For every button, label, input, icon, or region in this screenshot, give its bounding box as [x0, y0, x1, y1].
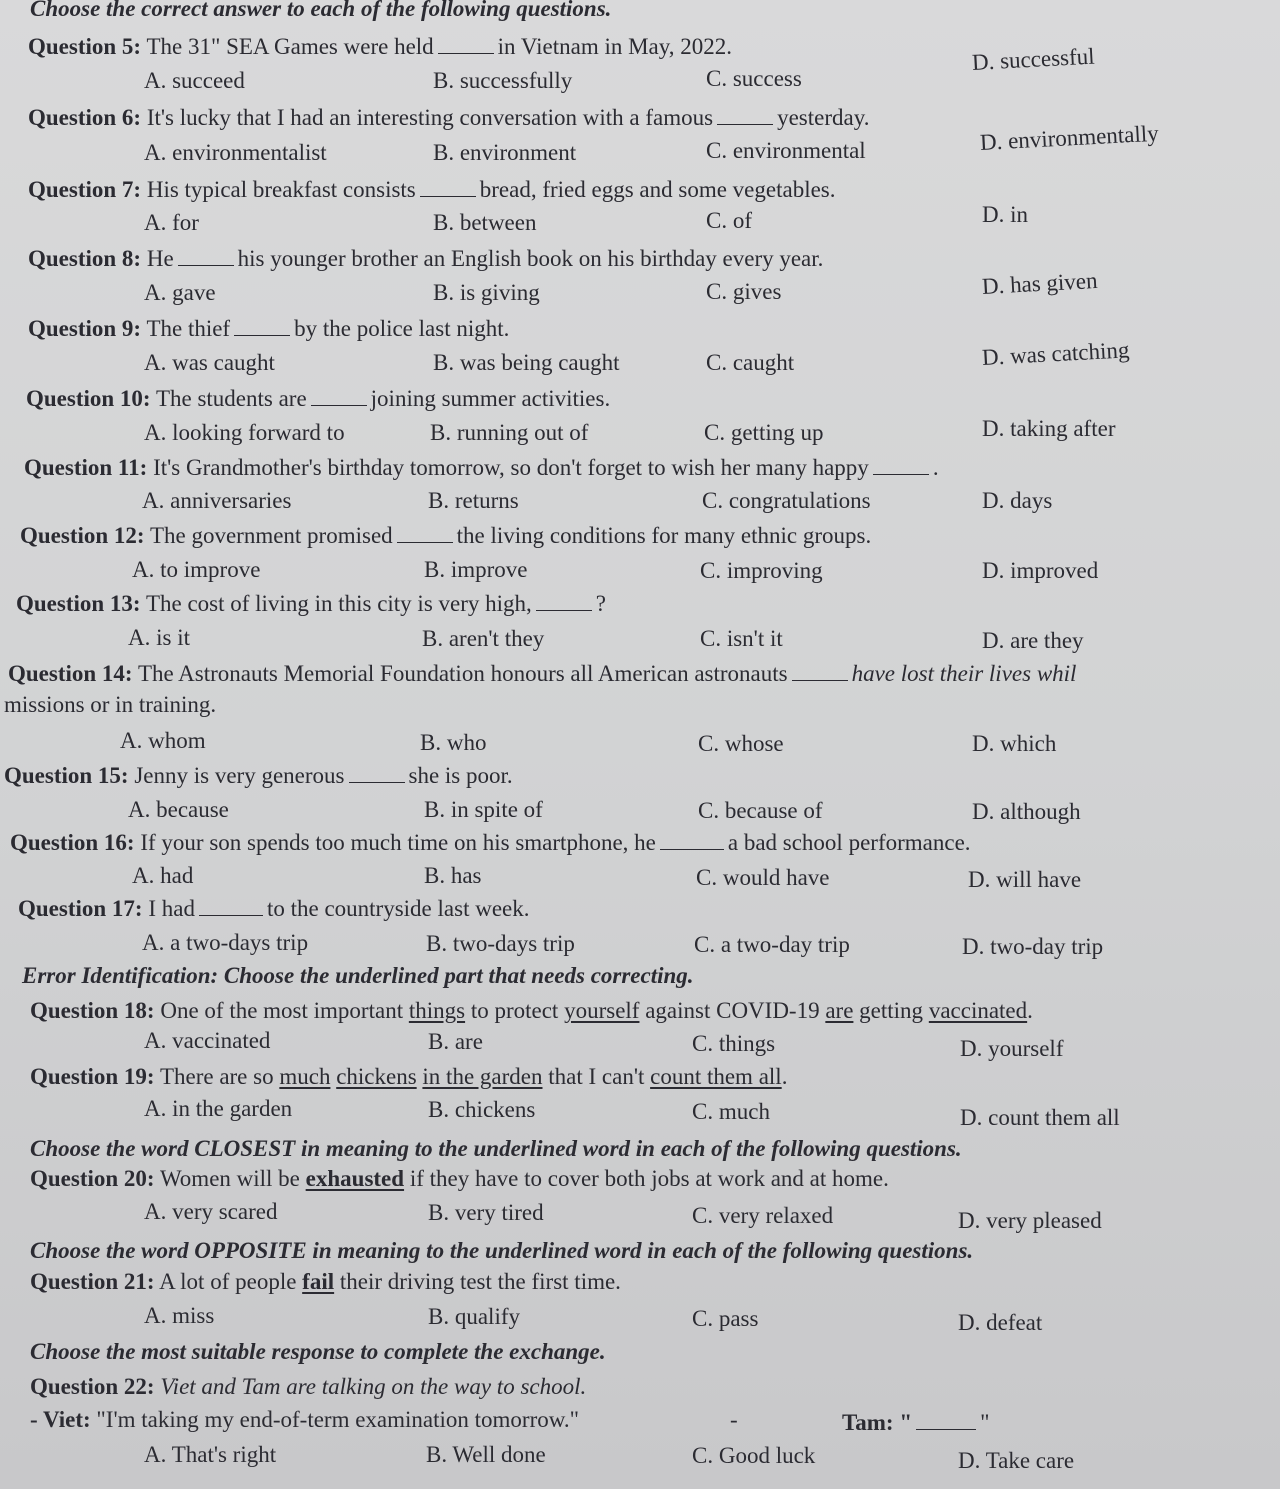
question-text: ? — [595, 591, 607, 616]
question-8 — [28, 244, 823, 274]
option-d[interactable]: D. Take care — [958, 1448, 1075, 1473]
question-text: a bad school performance. — [727, 830, 971, 855]
answer-blank[interactable] — [199, 897, 263, 916]
option-c[interactable]: C. whose — [698, 731, 784, 756]
question-number: Question 20: — [30, 1166, 155, 1191]
option-c[interactable]: C. things — [692, 1031, 776, 1056]
option-a[interactable]: A. was caught — [144, 350, 275, 375]
option-c[interactable]: C. much — [692, 1099, 770, 1124]
underlined-word: fail — [302, 1269, 335, 1294]
option-c[interactable]: C. Good luck — [692, 1443, 816, 1468]
question-text: to the countryside last week. — [266, 896, 530, 921]
option-b[interactable]: B. returns — [428, 488, 519, 513]
option-c[interactable]: C. caught — [706, 350, 795, 375]
question-number: Question 17: — [18, 896, 143, 921]
option-a[interactable]: A. for — [144, 210, 199, 235]
option-b[interactable]: B. is giving — [433, 280, 540, 305]
option-c[interactable]: C. very relaxed — [692, 1203, 834, 1228]
question-18 — [30, 996, 1033, 1026]
option-c[interactable]: C. of — [706, 208, 752, 233]
tam-line — [842, 1408, 989, 1438]
option-c[interactable]: C. isn't it — [700, 626, 783, 651]
question-text: The 31" SEA Games were held — [146, 34, 434, 59]
option-a[interactable]: A. miss — [144, 1303, 215, 1328]
question-text: getting — [859, 998, 924, 1023]
underlined-part[interactable]: are — [825, 998, 854, 1023]
question-19 — [30, 1062, 787, 1092]
option-d[interactable]: D. environmentally — [979, 120, 1160, 155]
answer-blank[interactable] — [873, 456, 929, 475]
question-text: . — [781, 1064, 788, 1089]
dialogue-line — [30, 1405, 579, 1435]
question-text: yesterday. — [777, 105, 870, 130]
quote-mark: " — [899, 1410, 913, 1435]
question-number: Question 11: — [24, 455, 148, 480]
speaker-text: "I'm taking my end-of-term examination tomorrow." — [96, 1407, 580, 1432]
question-20 — [30, 1164, 889, 1194]
option-a[interactable]: A. whom — [120, 728, 206, 753]
option-c[interactable]: C. because of — [698, 798, 823, 823]
underlined-part[interactable]: yourself — [564, 998, 640, 1023]
underlined-part[interactable]: much — [279, 1064, 331, 1089]
option-b[interactable]: B. qualify — [428, 1304, 520, 1329]
option-d[interactable]: D. in — [982, 202, 1028, 227]
question-text: The thief — [146, 316, 231, 341]
question-text: Viet and Tam are talking on the way to school. — [160, 1374, 587, 1399]
question-number: Question 6: — [28, 105, 142, 130]
question-11 — [24, 453, 939, 483]
question-text: The cost of living in this city is very high, — [145, 591, 532, 616]
underlined-part[interactable]: in the garden — [422, 1064, 543, 1089]
option-c[interactable]: C. would have — [696, 865, 830, 890]
answer-blank[interactable] — [438, 35, 494, 54]
option-b[interactable]: B. environment — [433, 140, 577, 165]
question-14 — [8, 659, 1076, 689]
question-number: Question 22: — [30, 1374, 155, 1399]
question-number: Question 16: — [10, 830, 135, 855]
option-c[interactable]: C. improving — [700, 558, 823, 583]
question-text: The Astronauts Memorial Foundation honours all American astronauts — [137, 661, 788, 686]
option-d[interactable]: D. very pleased — [958, 1208, 1102, 1233]
option-d[interactable]: D. was catching — [981, 337, 1130, 370]
question-text: bread, fried eggs and some vegetables. — [479, 177, 836, 202]
speaker-label: Tam: — [842, 1410, 894, 1435]
underlined-word: exhausted — [305, 1166, 405, 1191]
option-c[interactable]: C. pass — [692, 1306, 759, 1331]
option-d[interactable]: D. although — [972, 799, 1081, 824]
option-d[interactable]: D. successful — [971, 43, 1096, 75]
question-text: His typical breakfast consists — [146, 177, 416, 202]
option-d[interactable]: D. defeat — [958, 1310, 1043, 1335]
underlined-part[interactable]: count them all — [650, 1064, 782, 1089]
option-a[interactable]: A. succeed — [144, 68, 245, 93]
question-text: I had — [148, 896, 195, 921]
dash: - — [730, 1407, 738, 1432]
option-a[interactable]: A. a two-days trip — [142, 930, 309, 955]
question-text: It's Grandmother's birthday tomorrow, so don't forget to wish her many happy — [153, 455, 869, 480]
question-number: Question 14: — [8, 661, 133, 686]
option-a[interactable]: A. anniversaries — [142, 488, 292, 513]
answer-blank[interactable] — [717, 106, 773, 125]
question-14-continued: missions or in training. — [4, 692, 217, 717]
section-heading-opposite: Choose the word OPPOSITE in meaning to the underlined word in each of the following questions. — [30, 1238, 974, 1263]
option-a[interactable]: A. in the garden — [144, 1096, 293, 1121]
question-15 — [4, 761, 513, 791]
question-12 — [20, 521, 871, 551]
option-a[interactable]: A. is it — [128, 625, 190, 650]
speaker-label: - Viet: — [30, 1407, 91, 1432]
option-a[interactable]: A. That's right — [144, 1442, 277, 1467]
option-c[interactable]: C. gives — [706, 279, 782, 304]
option-a[interactable]: A. vaccinated — [144, 1028, 271, 1053]
question-text: their driving test the first time. — [339, 1269, 621, 1294]
option-a[interactable]: A. gave — [144, 280, 216, 305]
question-number: Question 7: — [28, 177, 142, 202]
option-a[interactable]: A. because — [128, 797, 229, 822]
option-a[interactable]: A. had — [132, 863, 194, 888]
quote-mark: " — [980, 1410, 990, 1435]
question-number: Question 21: — [30, 1269, 155, 1294]
question-text: his younger brother an English book on his birthday every year. — [237, 246, 824, 271]
option-b[interactable]: B. successfully — [433, 68, 573, 93]
option-d[interactable]: D. count them all — [960, 1105, 1120, 1130]
question-9 — [28, 314, 509, 344]
question-number: Question 12: — [20, 523, 145, 548]
question-text: have lost their lives whil — [851, 661, 1077, 686]
question-text: against COVID-19 — [645, 998, 820, 1023]
question-text: that I can't — [548, 1064, 645, 1089]
option-b[interactable]: B. aren't they — [422, 626, 545, 651]
option-b[interactable]: B. very tired — [428, 1200, 544, 1225]
option-b[interactable]: B. was being caught — [433, 350, 620, 375]
option-d[interactable]: D. days — [982, 488, 1053, 513]
question-number: Question 19: — [30, 1064, 155, 1089]
question-text: . — [932, 455, 939, 480]
option-d[interactable]: D. has given — [981, 267, 1099, 299]
question-text: by the police last night. — [294, 316, 510, 341]
question-text: in Vietnam in May, 2022. — [497, 34, 733, 59]
section-heading-response: Choose the most suitable response to complete the exchange. — [30, 1339, 606, 1364]
answer-blank[interactable] — [420, 178, 476, 197]
option-b[interactable]: B. chickens — [428, 1097, 536, 1122]
question-text: The students are — [155, 386, 307, 411]
question-text: The government promised — [149, 523, 393, 548]
option-d[interactable]: D. two-day trip — [962, 934, 1104, 959]
question-text: A lot of people — [159, 1269, 297, 1294]
question-17 — [18, 894, 529, 924]
option-a[interactable]: A. environmentalist — [144, 140, 327, 165]
option-d[interactable]: D. taking after — [982, 416, 1116, 441]
option-c[interactable]: C. getting up — [704, 420, 824, 445]
answer-blank[interactable] — [311, 387, 367, 406]
question-text: . — [1027, 998, 1033, 1023]
question-22 — [30, 1372, 586, 1402]
question-number: Question 5: — [28, 34, 142, 59]
option-c[interactable]: C. congratulations — [702, 488, 871, 513]
option-b[interactable]: B. between — [433, 210, 537, 235]
question-text: Women will be — [159, 1166, 300, 1191]
option-c[interactable]: C. environmental — [706, 138, 866, 163]
option-a[interactable]: A. very scared — [144, 1199, 278, 1224]
option-c[interactable]: C. success — [706, 66, 802, 91]
question-number: Question 9: — [28, 316, 142, 341]
question-text: There are so — [159, 1064, 274, 1089]
question-number: Question 15: — [4, 763, 129, 788]
section-heading-closest: Choose the word CLOSEST in meaning to the underlined word in each of the following questions. — [30, 1136, 962, 1161]
answer-blank[interactable] — [178, 247, 234, 266]
question-text: Jenny is very generous — [134, 763, 345, 788]
question-6 — [28, 103, 869, 133]
option-a[interactable]: A. to improve — [132, 557, 261, 582]
answer-blank[interactable] — [916, 1411, 976, 1430]
question-7 — [28, 175, 836, 205]
underlined-part[interactable]: vaccinated — [928, 998, 1028, 1023]
underlined-part[interactable]: things — [408, 998, 466, 1023]
section-heading-error: Error Identification: Choose the underlined part that needs correcting. — [22, 963, 694, 988]
question-text: if they have to cover both jobs at work and at home. — [409, 1166, 889, 1191]
option-d[interactable]: D. which — [972, 731, 1057, 756]
option-b[interactable]: B. two-days trip — [426, 931, 575, 956]
option-b[interactable]: B. are — [428, 1029, 483, 1054]
option-c[interactable]: C. a two-day trip — [694, 932, 850, 957]
section-heading-mc: Choose the correct answer to each of the following questions. — [30, 0, 612, 21]
option-b[interactable]: B. Well done — [426, 1442, 546, 1467]
question-text: It's lucky that I had an interesting conversation with a famous — [146, 105, 714, 130]
question-10 — [26, 384, 610, 414]
question-text: One of the most important — [160, 998, 404, 1023]
option-d[interactable]: D. are they — [982, 628, 1084, 653]
underlined-part[interactable]: chickens — [336, 1064, 417, 1089]
option-d[interactable]: D. yourself — [960, 1036, 1064, 1061]
answer-blank[interactable] — [792, 662, 848, 681]
question-text: joining summer activities. — [370, 386, 611, 411]
question-text: If your son spends too much time on his smartphone, he — [140, 830, 656, 855]
option-b[interactable]: B. who — [420, 730, 487, 755]
question-21 — [30, 1267, 621, 1297]
option-d[interactable]: D. will have — [968, 867, 1082, 892]
question-number: Question 18: — [30, 998, 155, 1023]
question-text: she is poor. — [408, 763, 513, 788]
option-d[interactable]: D. improved — [982, 558, 1099, 583]
option-b[interactable]: B. in spite of — [424, 797, 543, 822]
option-b[interactable]: B. running out of — [430, 420, 589, 445]
question-number: Question 10: — [26, 386, 151, 411]
question-number: Question 8: — [28, 246, 142, 271]
option-b[interactable]: B. has — [424, 863, 482, 888]
question-5 — [28, 32, 732, 62]
question-text: the living conditions for many ethnic groups. — [456, 523, 872, 548]
option-a[interactable]: A. looking forward to — [144, 420, 345, 445]
question-13 — [16, 589, 606, 619]
answer-blank[interactable] — [660, 831, 724, 850]
question-number: Question 13: — [16, 591, 141, 616]
question-16 — [10, 828, 971, 858]
option-b[interactable]: B. improve — [424, 557, 528, 582]
answer-blank[interactable] — [536, 592, 592, 611]
answer-blank[interactable] — [349, 764, 405, 783]
question-text: to protect — [470, 998, 559, 1023]
answer-blank[interactable] — [234, 317, 290, 336]
question-text: He — [146, 246, 174, 271]
answer-blank[interactable] — [397, 524, 453, 543]
